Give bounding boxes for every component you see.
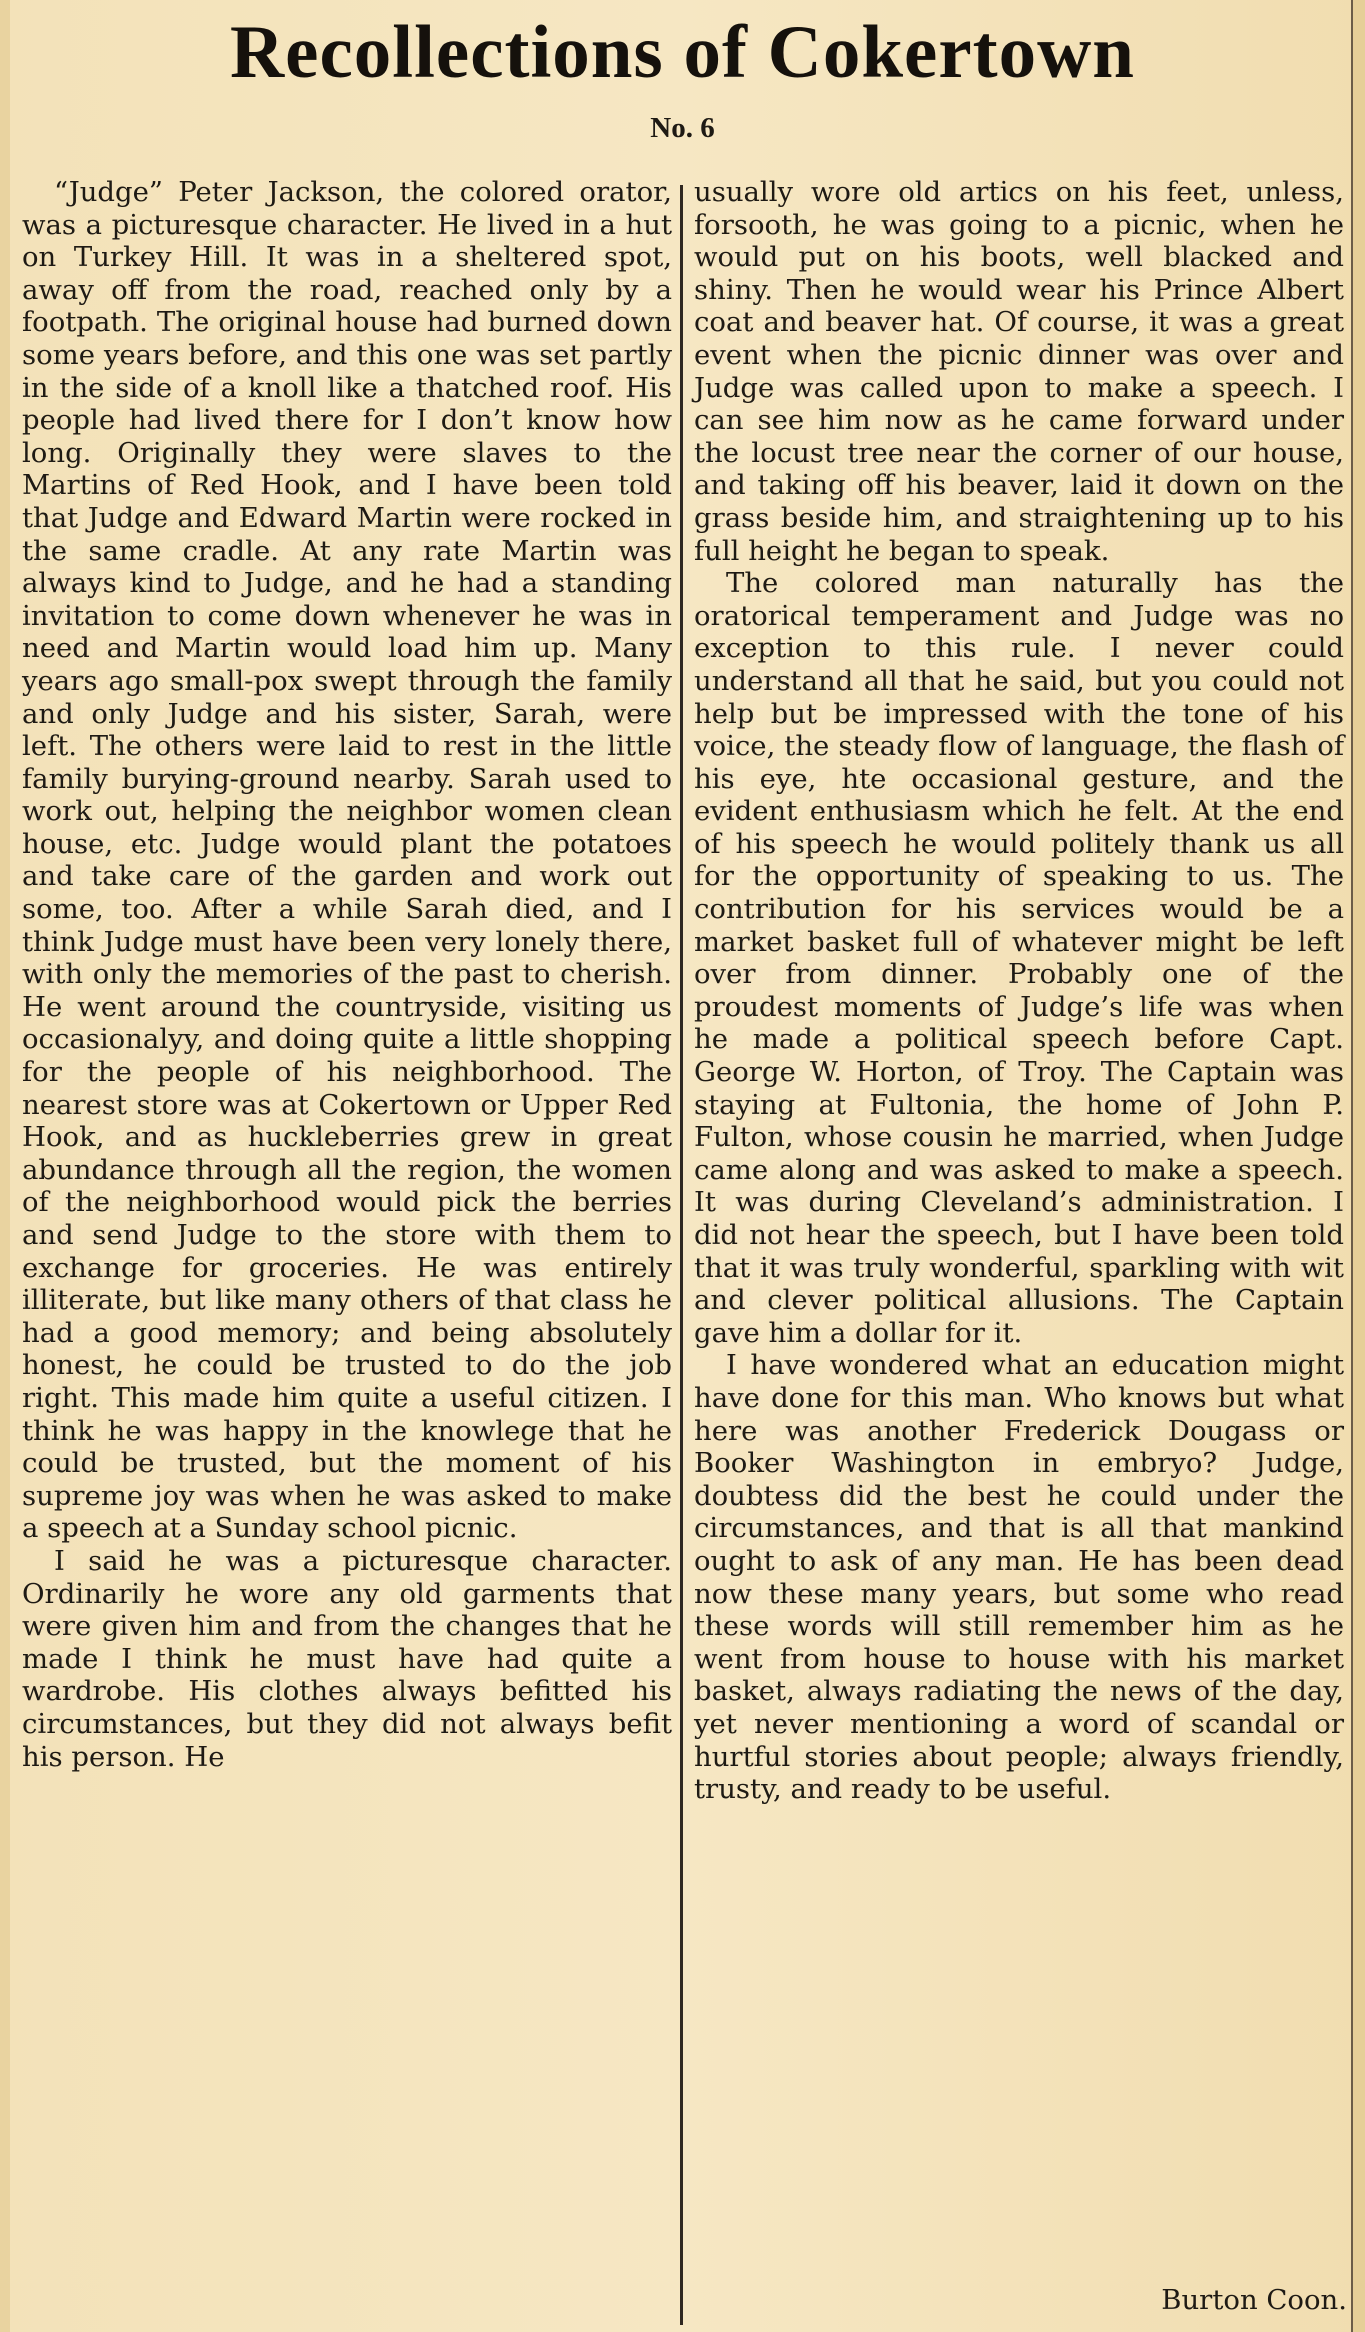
author-signature: Burton Coon. — [1161, 2284, 1347, 2316]
paragraph: I said he was a picturesque character. Ordinarily he wore any old garments that were given him and from the changes that he made I think he must have had quite a wardrobe. His clothes always befitted his circumstances, but they did not always befit his person. He — [22, 1544, 672, 1773]
paragraph: I have wondered what an education might have done for this man. Who knows but what here was another Frederick Dougass or Booker Washington in embryo? Judge, doubtess did the best he could under the circumstances, and that is all that mankind ought to ask of any man. He has been dead now these many years, but some who read these words will still remember him as he went from house to house with his market basket, always radiating the news of the day, yet never mentioning a word of scandal or hurtful stories about people; always friendly, trusty, and ready to be useful. — [694, 1349, 1344, 1806]
headline: Recollections of Cokertown — [230, 11, 1135, 94]
paragraph: The colored man naturally has the oratorical temperament and Judge was no exception to this rule. I never could understand all that he said, but you could not help but be impressed with the tone of his voice, the steady flow of language, the flash of his eye, hte occasional gesture, and the evident enthusiasm which he felt. At the end of his speech he would politely thank us all for the opportunity of speaking to us. The contribution for his services would be a market basket full of whatever might be left over from dinner. Probably one of the proudest moments of Judge’s life was when he made a political speech before Capt. George W. Horton, of Troy. The Captain was staying at Fultonia, the home of John P. Fulton, whose cousin he married, when Judge came along and was asked to make a speech. It was during Cleveland’s administration. I did not hear the speech, but I have been told that it was truly wonderful, sparkling with wit and clever political allusions. The Captain gave him a dollar for it. — [694, 567, 1344, 1349]
right-column — [694, 176, 1344, 1806]
left-column — [22, 176, 672, 1773]
column-divider — [680, 185, 683, 2325]
paragraph: usually wore old artics on his feet, unless, forsooth, he was going to a picnic, when he would put on his boots, well blacked and shiny. Then he would wear his Prince Albert coat and beaver hat. Of course, it was a great event when the picnic dinner was over and Judge was called upon to make a speech. I can see him now as he came forward under the locust tree near the corner of our house, and taking off his beaver, laid it down on the grass beside him, and straightening up to his full height he began to speak. — [694, 176, 1344, 567]
left-edge — [0, 0, 10, 2332]
installment-number: No. 6 — [650, 112, 715, 144]
paragraph: “Judge” Peter Jackson, the colored orator, was a picturesque character. He lived in a hut on Turkey Hill. It was in a sheltered spot, away off from the road, reached only by a footpath. The original house had burned down some years before, and this one was set partly in the side of a knoll like a thatched roof. His people had lived there for I don’t know how long. Originally they were slaves to the Martins of Red Hook, and I have been told that Judge and Edward Martin were rocked in the same cradle. At any rate Martin was always kind to Judge, and he had a standing invitation to come down whenever he was in need and Martin would load him up. Many years ago small-pox swept through the family and only Judge and his sister, Sarah, were left. The others were laid to rest in the little family burying-ground nearby. Sarah used to work out, helping the neighbor women clean house, etc. Judge would plant the potatoes and take care of the garden and work out some, too. After a while Sarah died, and I think Judge must have been very lonely there, with only the memories of the past to cherish. He went around the countryside, visiting us occasionalyy, and doing quite a little shopping for the people of his neighborhood. The nearest store was at Cokertown or Upper Red Hook, and as huckleberries grew in great abundance through all the region, the women of the neighborhood would pick the berries and send Judge to the store with them to exchange for groceries. He was entirely illiterate, but like many others of that class he had a good memory; and being absolutely honest, he could be trusted to do the job right. This made him quite a useful citizen. I think he was happy in the knowlege that he could be trusted, but the moment of his supreme joy was when he was asked to make a speech at a Sunday school picnic. — [22, 176, 672, 1545]
right-edge — [1351, 0, 1365, 2332]
